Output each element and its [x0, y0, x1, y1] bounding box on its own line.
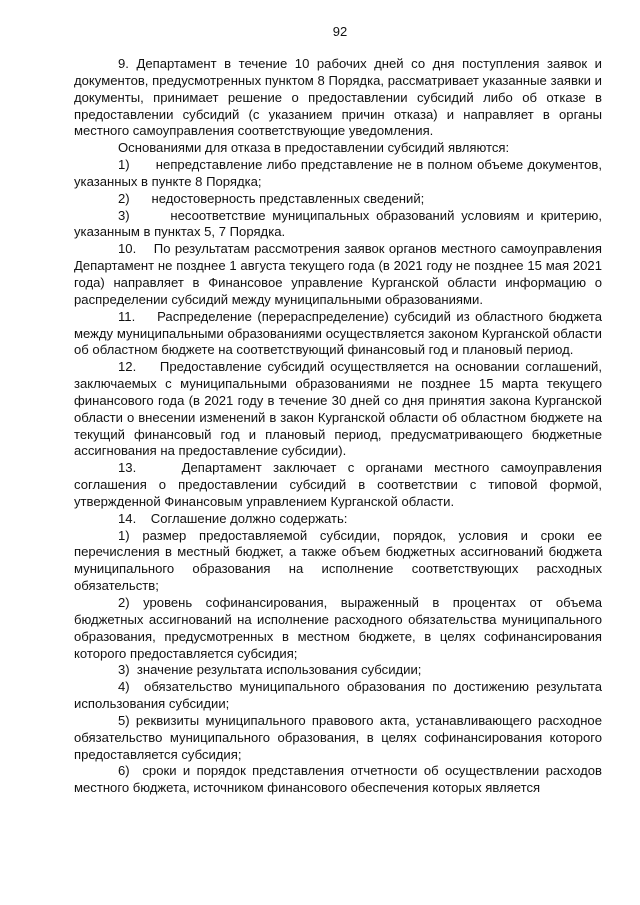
refusal-ground-3: 3) несоответствие муниципальных образований условиям и критерию, указанным в пунктах 5, 7 Порядка. [74, 207, 602, 240]
paragraph-refusal-grounds: Основаниями для отказа в предоставлении субсидий являются: [118, 140, 510, 156]
agreement-item-5: 5) реквизиты муниципального правового акта, устанавливающего расходное обязательство муниципального образования, в целях софинансирования которого предоставляется субсидия; [74, 712, 602, 762]
agreement-item-2: 2) уровень софинансирования, выраженный в процентах от объема бюджетных ассигнований на исполнение расходного обязательства муниципального образования, предусмотренных в местном бюджете, в целях софинансирования которого предоставляется субсидия; [74, 595, 602, 661]
paragraph-10: 10. По результатам рассмотрения заявок органов местного самоуправления Департамент не позднее 1 августа текущего года (в 2021 году не позднее 15 мая 2021 года) направляет в Финансовое управление Курганской области информацию о распределении субсидий между муниципальными образованиями. [74, 241, 602, 307]
document-body [74, 56, 602, 797]
agreement-item-1: 1) размер предоставляемой субсидии, порядок, условия и сроки ее перечисления в местный бюджет, а также объем бюджетных ассигнований бюджета муниципального образования на исполнение соответствующих расходных обязательств; [74, 527, 602, 594]
paragraph-14: 14. Соглашение должно содержать: [118, 510, 348, 526]
agreement-item-3: 3) значение результата использования субсидии; [118, 662, 422, 678]
agreement-item-6: 6) сроки и порядок представления отчетности об осуществлении расходов местного бюджета, источником финансового обеспечения которых является [74, 763, 602, 796]
page-number: 92 [332, 24, 348, 39]
paragraph-11: 11. Распределение (перераспределение) субсидий из областного бюджета между муниципальными образованиями осуществляется законом Курганской области об областном бюджете на соответствующий финансовый год и плановый период. [74, 308, 602, 358]
paragraph-9: 9. Департамент в течение 10 рабочих дней со дня поступления заявок и документов, предусмотренных пунктом 8 Порядка, рассматривает указанные заявки и документы, принимает решение о предоставлении субсидий либо об отказе в предоставлении субсидий (с указанием причин отказа) и направляет в органы местного самоуправления соответствующие уведомления. [74, 56, 602, 139]
paragraph-12: 12. Предоставление субсидий осуществляется на основании соглашений, заключаемых с муниципальными образованиями не позднее 15 марта текущего финансового года (в 2021 году в течение 30 дней со дня принятия закона Курганской области о внесении изменений в закон Курганской области об областном бюджете на текущий финансовый год и плановый период, предусматривающего бюджетные ассигнования на предоставление субсидии). [74, 359, 602, 459]
paragraph-13: 13. Департамент заключает с органами местного самоуправления соглашения о предоставлении субсидий в соответствии с типовой формой, утвержденной Финансовым управлением Курганской области. [74, 460, 602, 509]
agreement-item-4: 4) обязательство муниципального образования по достижению результата использования субсидии; [74, 679, 602, 712]
refusal-ground-1: 1) непредставление либо представление не в полном объеме документов, указанных в пункте 8 Порядка; [74, 157, 602, 189]
refusal-ground-2: 2) недостоверность представленных сведений; [118, 190, 425, 206]
